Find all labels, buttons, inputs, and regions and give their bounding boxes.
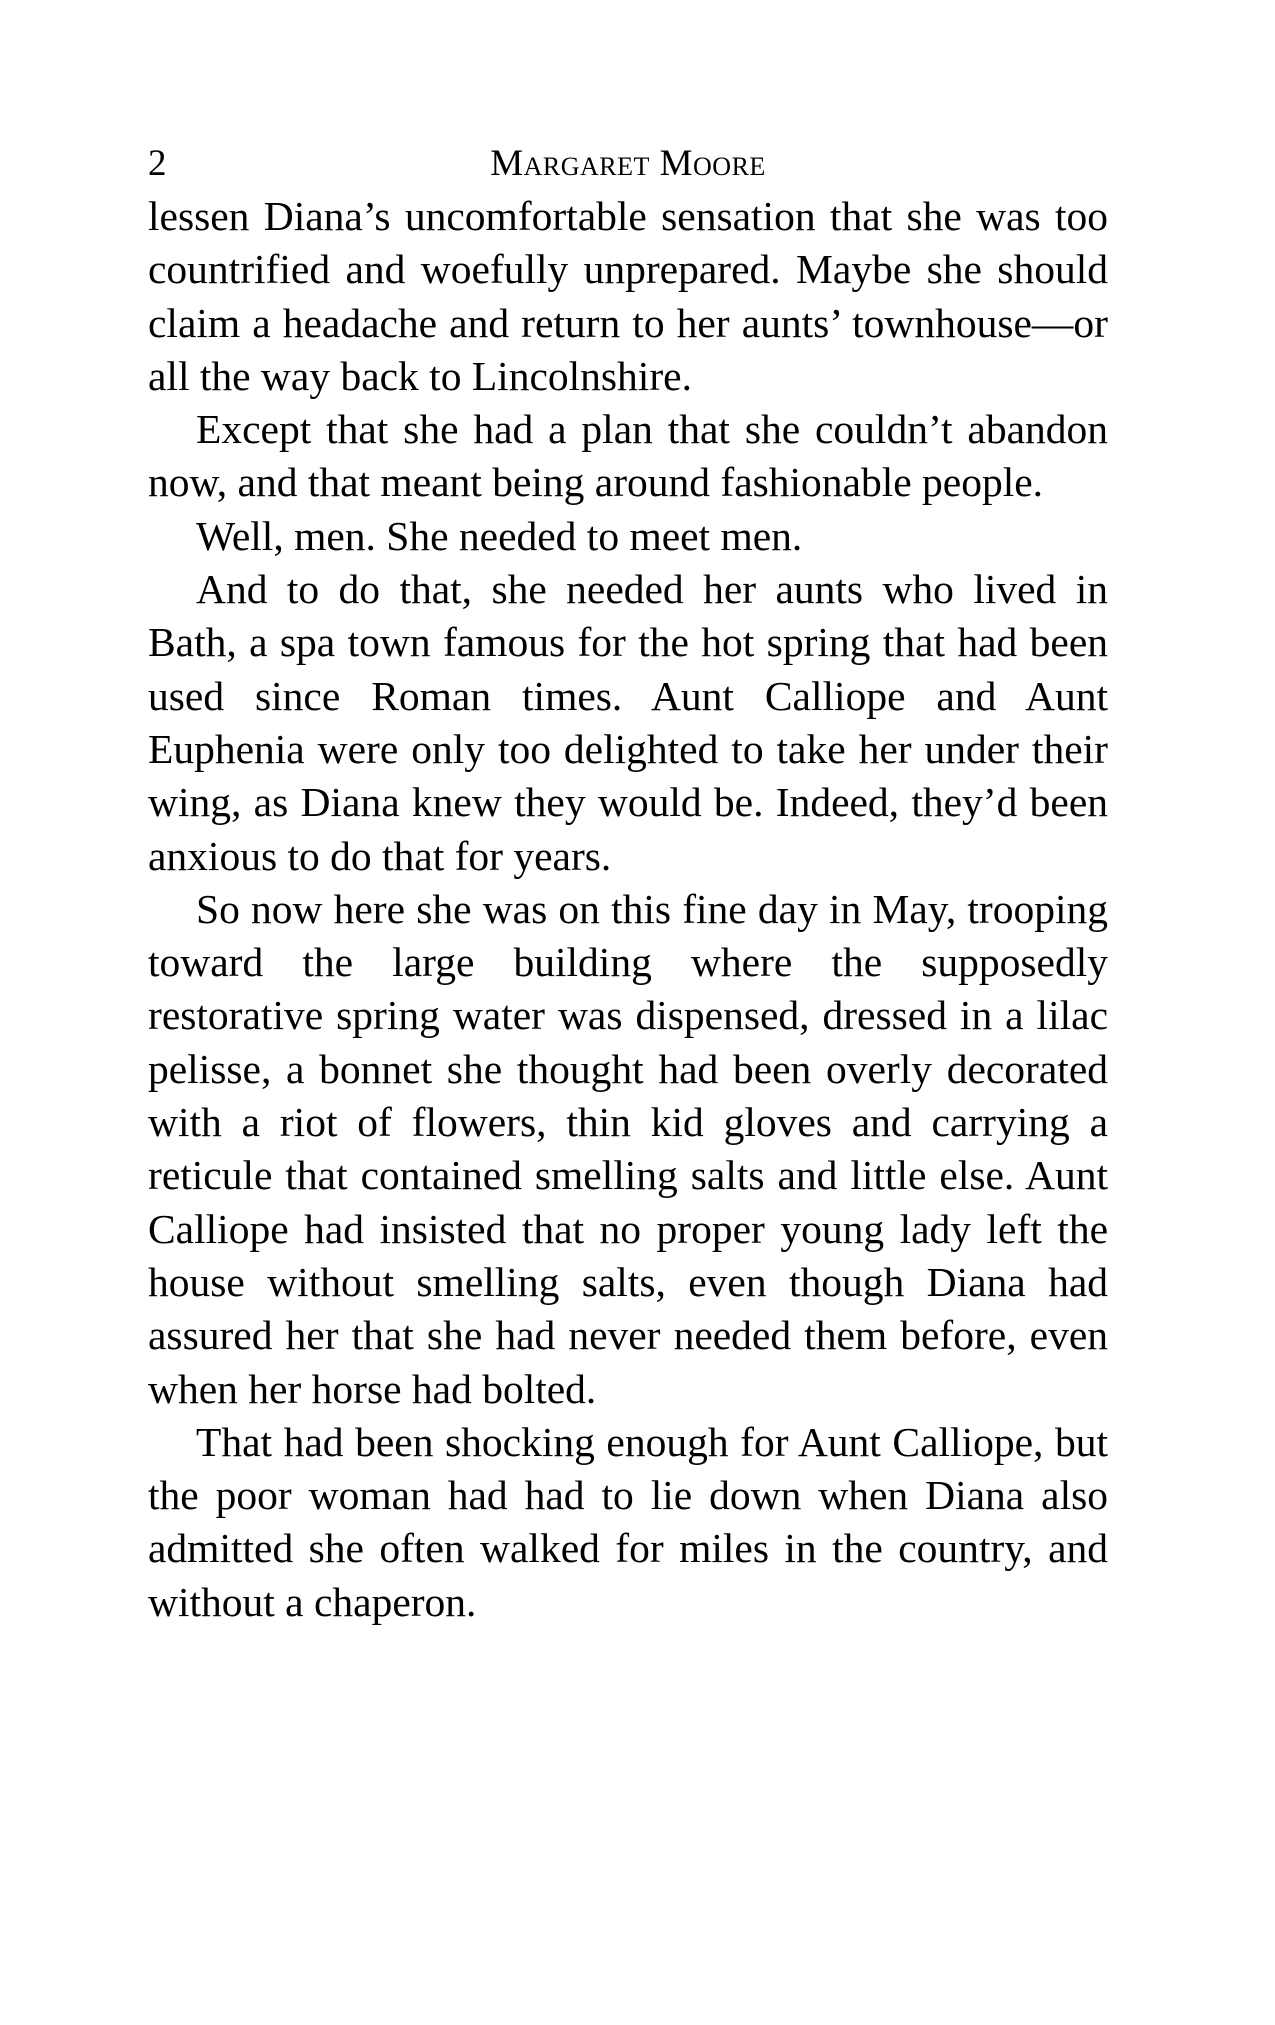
paragraph: So now here she was on this fine day in May, trooping toward the large building where the supposedly restorative spring water was dispensed, dressed in a lilac pelisse, a bonnet she thought had been overly decorated with a riot of flowers, thin kid gloves and carrying a reticule that contained smelling salts and little else. Aunt Calliope had insisted that no proper young lady left the house without smelling salts, even though Diana had assured her that she had never needed them before, even when her horse had bolted. bbox=[148, 885, 1108, 1412]
paragraph: And to do that, she needed her aunts who lived in Bath, a spa town famous for the hot spring that had been used since Roman times. Aunt Calliope and Aunt Euphenia were only too delighted to take her under their wing, as Diana knew they would be. Indeed, they’d been anxious to do that for years. bbox=[148, 566, 1108, 879]
running-head bbox=[148, 138, 1108, 190]
paragraph: Well, men. She needed to meet men. bbox=[196, 512, 803, 559]
paragraph: That had been shocking enough for Aunt Calliope, but the poor woman had had to lie down when Diana also admitted she often walked for miles in the country, and without a chaperon. bbox=[148, 1418, 1108, 1625]
paragraph: Except that she had a plan that she couldn’t abandon now, and that meant being around fashionable people. bbox=[148, 406, 1108, 506]
page-number: 2 bbox=[148, 143, 167, 184]
book-page bbox=[148, 138, 1108, 1629]
paragraph: lessen Diana’s uncomfortable sensation that she was too countrified and woefully unprepared. Maybe she should claim a headache and return to her aunts’ townhouse—or all the way back to Lincolnshire. bbox=[148, 193, 1108, 399]
body-text bbox=[148, 190, 1108, 1629]
header-author: Margaret Moore bbox=[490, 143, 766, 184]
